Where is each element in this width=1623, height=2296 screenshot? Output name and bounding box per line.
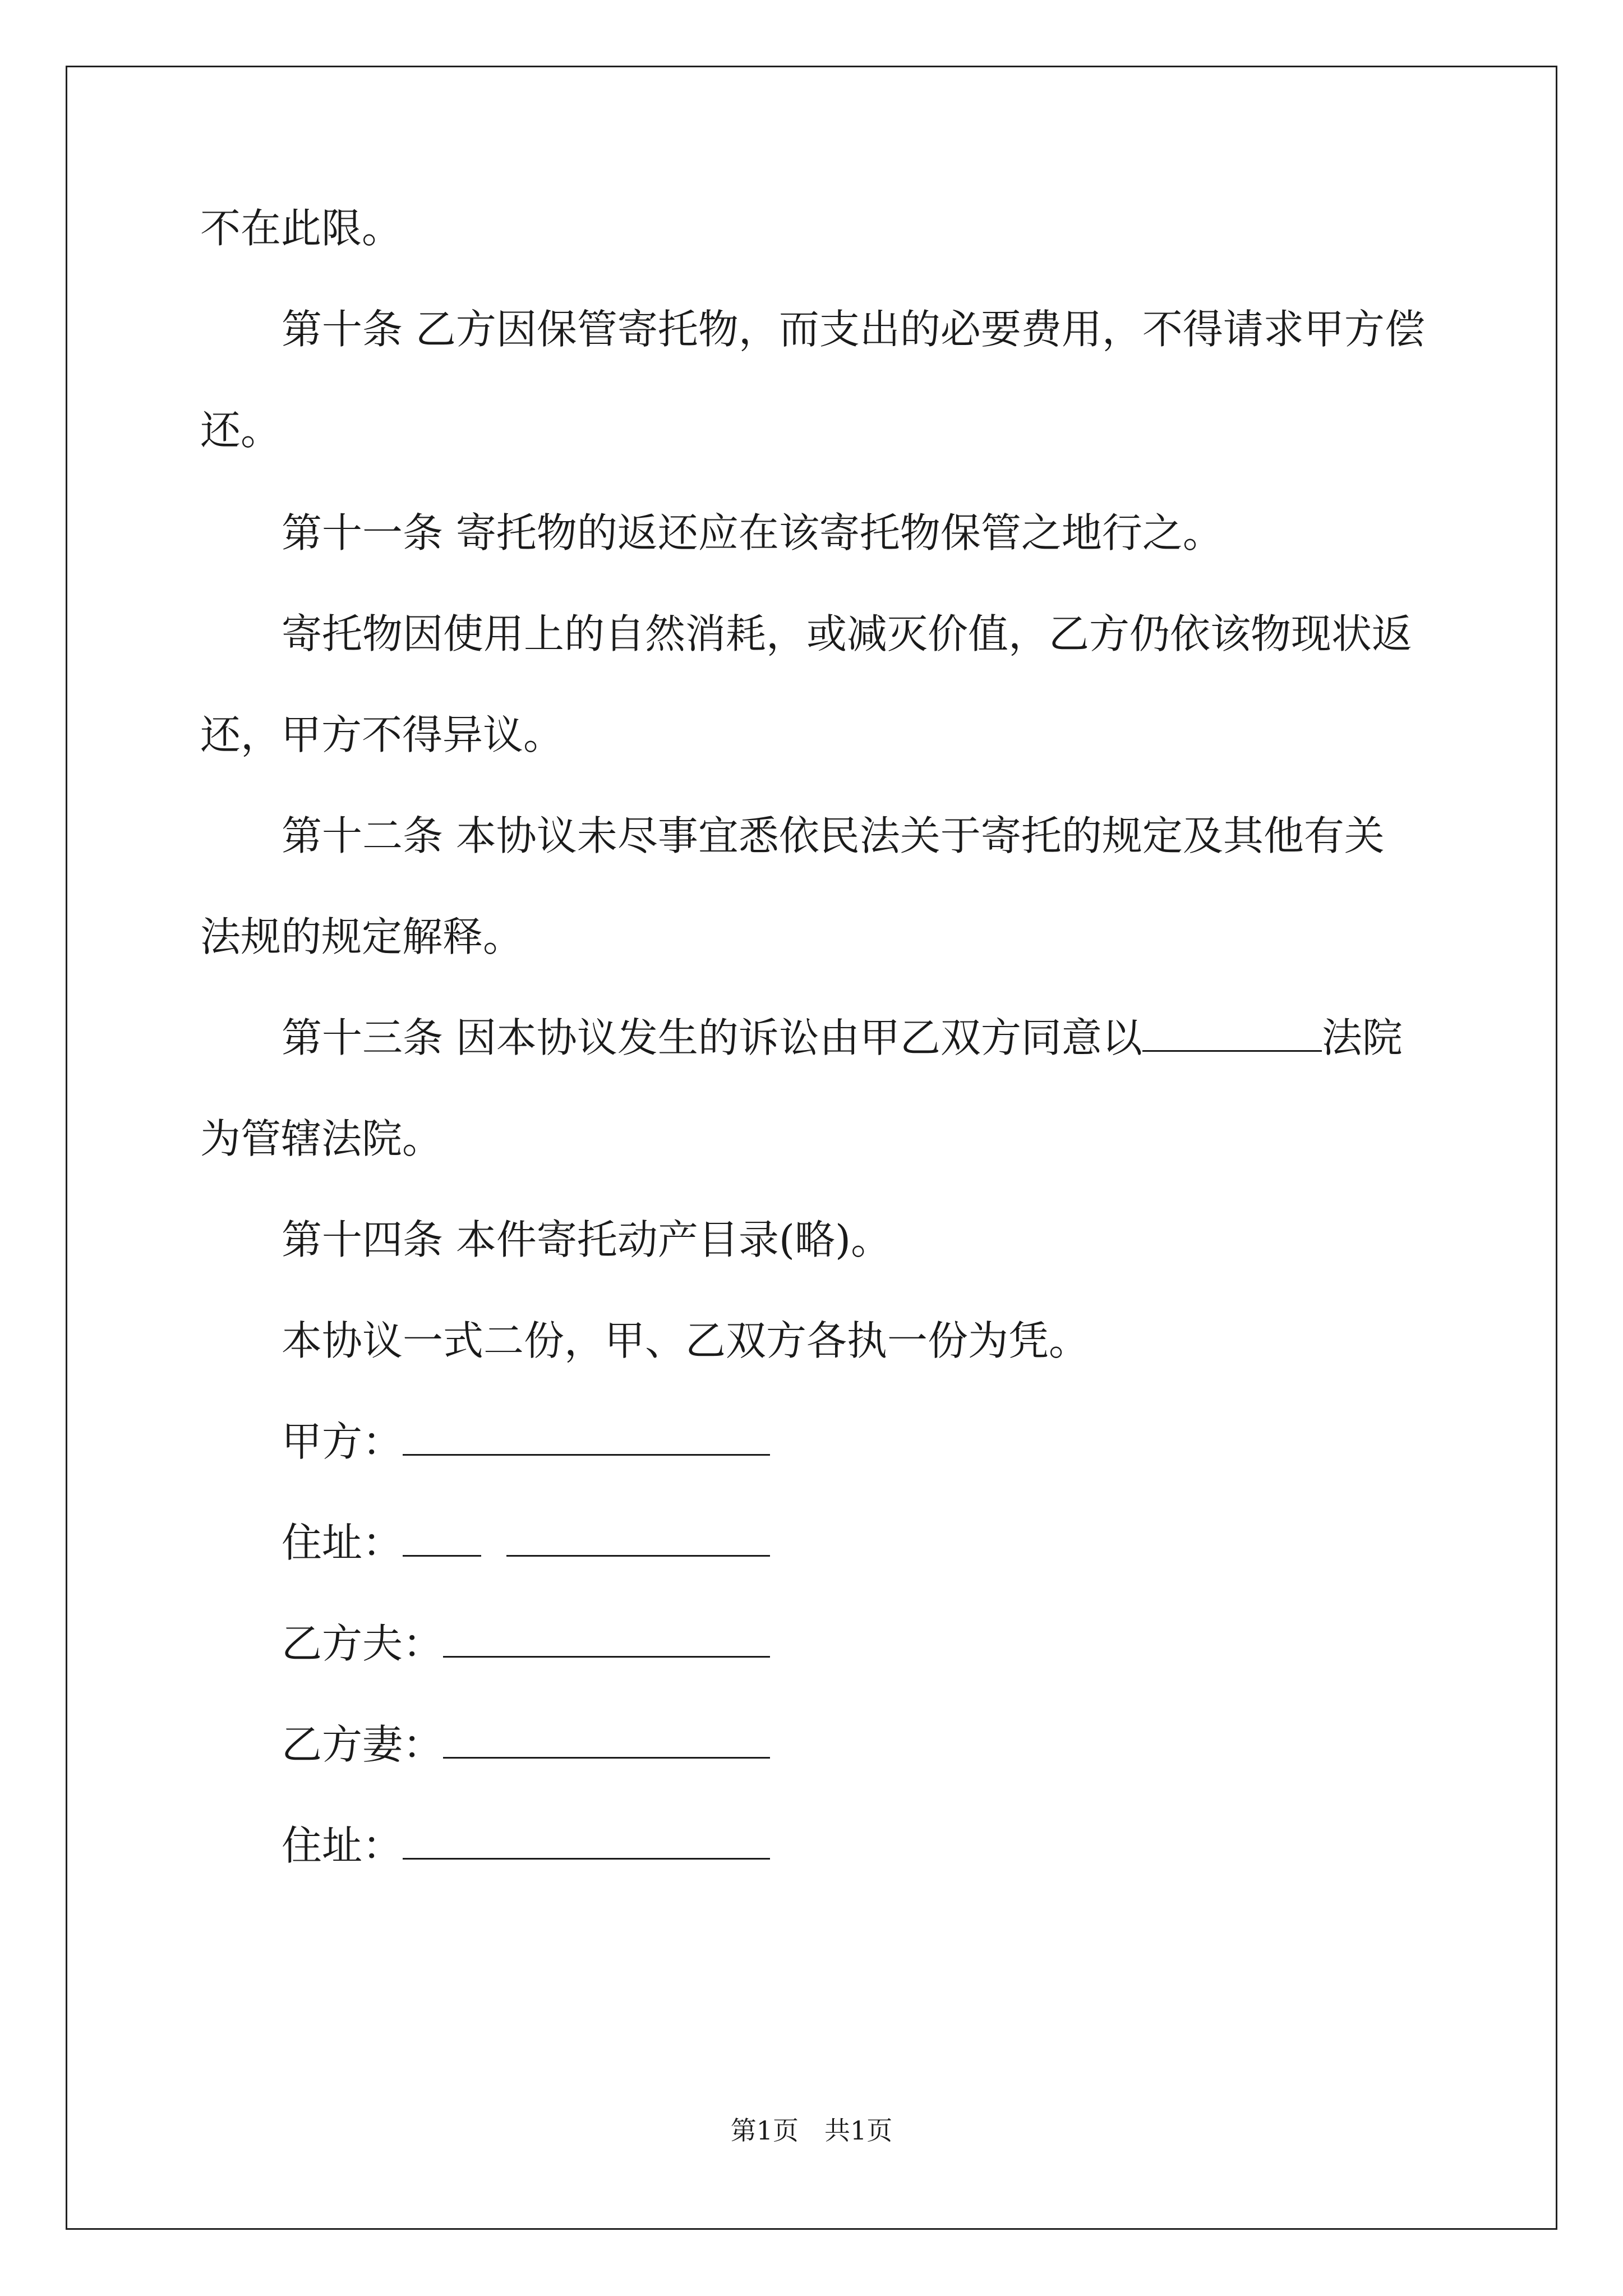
copies-clause: 本协议一式二份，甲、乙双方各执一份为凭。 [282, 1317, 1090, 1364]
text-line-continuation: 不在此限。 [200, 205, 403, 252]
signature-address-2 [282, 1818, 1428, 1874]
signature-address-1 [282, 1515, 1428, 1571]
party-a-blank [403, 1419, 770, 1456]
signature-party-a [282, 1414, 1428, 1470]
article-13-line-1 [282, 1010, 1428, 1066]
article-12-line-2: 法规的规定解释。 [200, 913, 524, 960]
article-10-line-2: 还。 [200, 407, 282, 454]
address-2-blank [403, 1823, 770, 1860]
article-13-line-2: 为管辖法院。 [200, 1115, 443, 1162]
article-11: 第十一条 寄托物的返还应在该寄托物保管之地行之。 [282, 509, 1223, 556]
article-11-para-2-line-2: 还，甲方不得异议。 [200, 711, 564, 758]
party-b-wife-blank [443, 1722, 770, 1759]
court-blank [1142, 1015, 1322, 1052]
signature-party-b-wife [282, 1717, 1428, 1773]
address-1-blank-a [403, 1520, 481, 1557]
party-b-wife-label: 乙方妻： [282, 1721, 444, 1768]
article-10-line-1: 第十条 乙方因保管寄托物，而支出的必要费用，不得请求甲方偿 [282, 306, 1425, 353]
article-11-para-2-line-1: 寄托物因使用上的自然消耗，或减灭价值，乙方仍依该物现状返 [282, 610, 1413, 657]
party-b-husband-blank [443, 1621, 770, 1658]
article-13-text-after-blank: 法院 [1321, 1014, 1403, 1061]
address-1-blank-b [506, 1520, 770, 1557]
party-b-husband-label: 乙方夫： [282, 1620, 444, 1667]
page-footer: 第1页 共1页 [730, 2115, 893, 2146]
signature-party-b-husband [282, 1616, 1428, 1672]
article-14: 第十四条 本件寄托动产目录(略)。 [282, 1216, 892, 1263]
article-12-line-1: 第十二条 本协议未尽事宜悉依民法关于寄托的规定及其他有关 [282, 812, 1385, 859]
party-a-label: 甲方： [282, 1418, 403, 1465]
article-13-text-before-blank: 第十三条 因本协议发生的诉讼由甲乙双方同意以 [282, 1014, 1142, 1061]
address-1-label: 住址： [282, 1519, 403, 1566]
address-2-label: 住址： [282, 1822, 403, 1869]
